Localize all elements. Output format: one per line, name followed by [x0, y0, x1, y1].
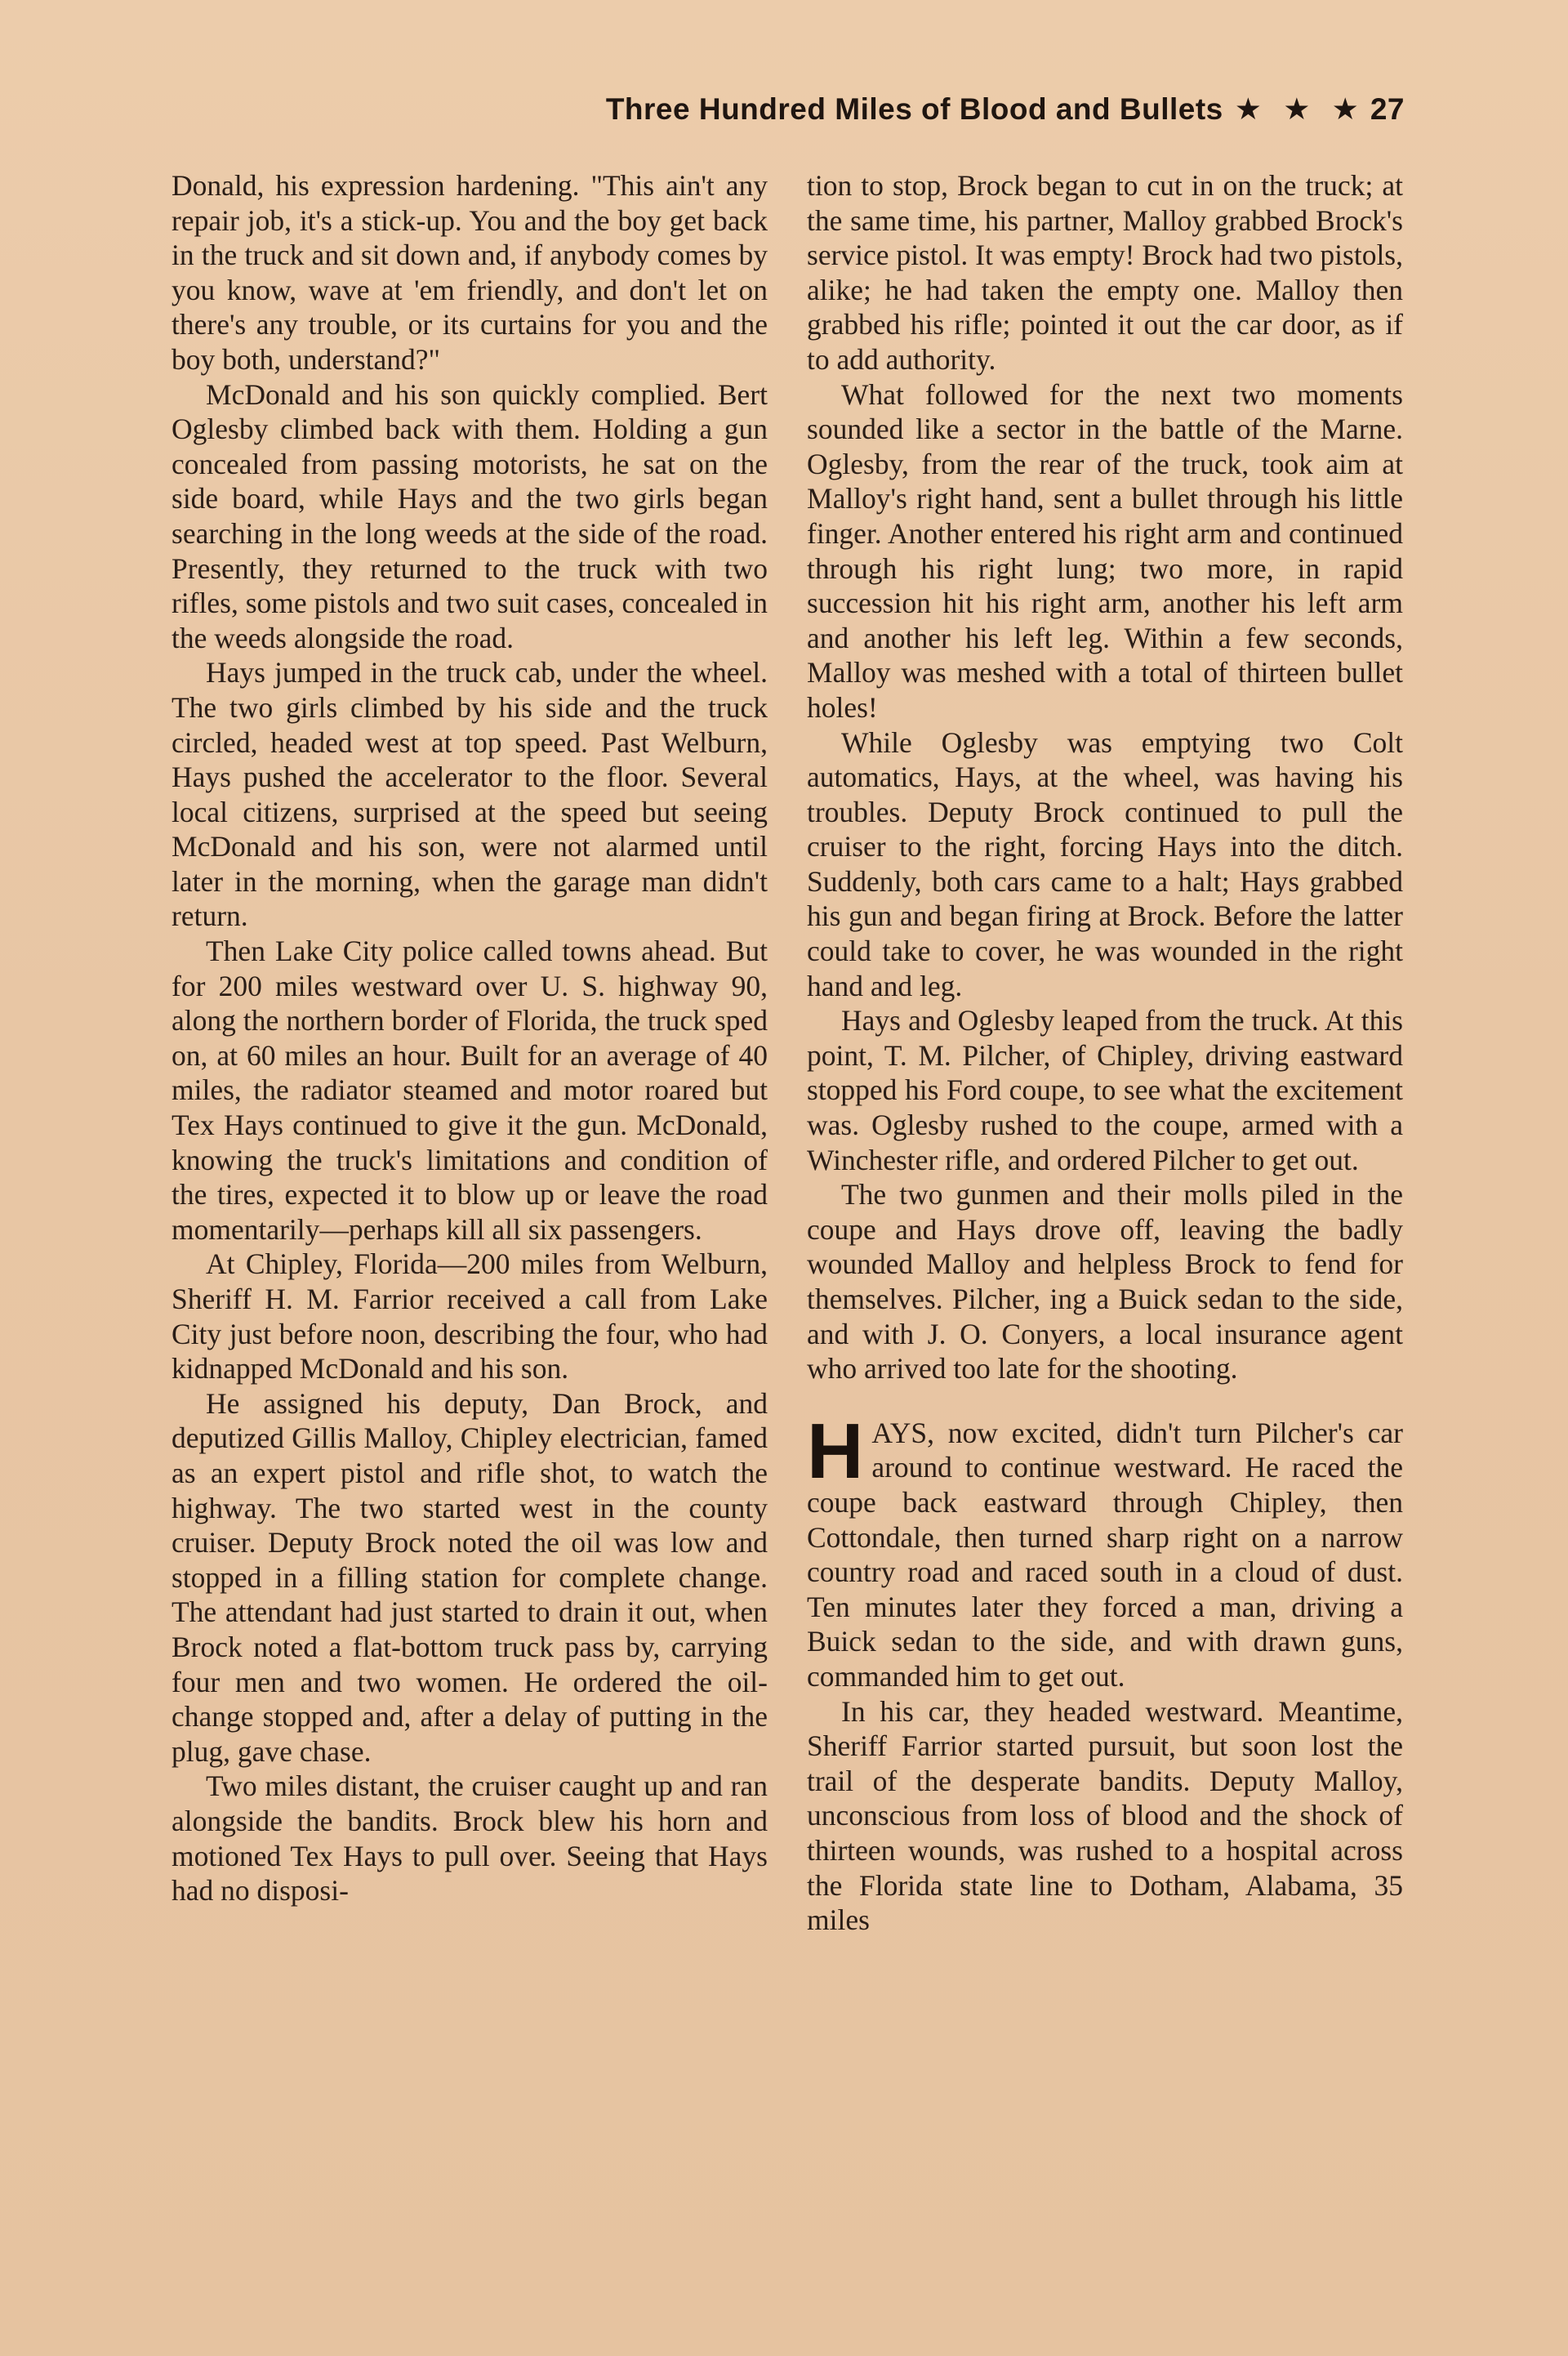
paragraph: Hays and Oglesby leaped from the truck. At this point, T. M. Pilcher, of Chipley, driving eastward stopped his Ford coupe, to see what the excitement was. Oglesby rushed to the coupe, armed with a Winchester rifle, and ordered Pilcher to get out.	[807, 1004, 1403, 1176]
header-title: Three Hundred Miles of Blood and Bullets	[605, 92, 1223, 126]
paragraph: What followed for the next two moments sounded like a sector in the battle of the Marne. Oglesby, from the rear of the truck, took aim at Malloy's right hand, sent a bullet through his little finger. Another entered his right arm and continued through his right lung; two more, in rapid succession hit his right arm, another his left arm and another his left leg. Within a few seconds, Malloy was meshed with a total of thirteen bullet holes!	[807, 377, 1403, 724]
paragraph: In his car, they headed westward. Meantime, Sheriff Farrior started pursuit, but soon lost the trail of the desperate bandits. Deputy Malloy, unconscious from loss of blood and the shock of thirteen wounds, was rushed to a hospital across the Florida state line to Dotham, Alabama, 35 miles	[807, 1694, 1403, 1937]
running-header	[523, 91, 1405, 127]
left-column	[172, 168, 768, 1908]
drop-cap: H	[807, 1407, 864, 1495]
paragraph: At Chipley, Florida—200 miles from Welburn, Sheriff H. M. Farrior received a call from Lake City just before noon, describing the four, who had kidnapped McDonald and his son.	[172, 1247, 768, 1385]
right-column	[807, 168, 1403, 1938]
paragraph: The two gunmen and their molls piled in the coupe and Hays drove off, leaving the badly wounded Malloy and helpless Brock to fend for themselves. Pilcher, ing a Buick sedan to the side, and with J. O. Conyers, a local insurance agent who arrived too late for the shooting.	[807, 1178, 1403, 1385]
paragraph: Hays jumped in the truck cab, under the wheel. The two girls climbed by his side and the truck circled, headed west at top speed. Past Welburn, Hays pushed the accelerator to the floor. Several local citizens, surprised at the speed but seeing McDonald and his son, were not alarmed until later in the morning, when the garage man didn't return.	[172, 656, 768, 933]
paragraph: While Oglesby was emptying two Colt automatics, Hays, at the wheel, was having his troubles. Deputy Brock continued to pull the cruiser to the right, forcing Hays into the ditch. Suddenly, both cars came to a halt; Hays grabbed his gun and began firing at Brock. Before the latter could take to cover, he was wounded in the right hand and leg.	[807, 725, 1403, 1002]
paragraph: tion to stop, Brock began to cut in on the truck; at the same time, his partner, Malloy grabbed Brock's service pistol. It was empty! Brock had two pistols, alike; he had taken the empty one. Malloy then grabbed his rifle; pointed it out the car door, as if to add authority.	[807, 169, 1403, 376]
paragraph-text: AYS, now excited, didn't turn Pilcher's car around to continue westward. He raced the coupe back eastward through Chipley, then Cottondale, then turned sharp right on a narrow country road and raced south in a cloud of dust. Ten minutes later they forced a man, driving a Buick sedan to the side, and with drawn guns, commanded him to get out.	[807, 1416, 1403, 1693]
paragraph: Donald, his expression hardening. "This ain't any repair job, it's a stick-up. You and the boy get back in the truck and sit down and, if anybody comes by you know, wave at 'em friendly, and don't let on there's any trouble, or its curtains for you and the boy both, understand?"	[172, 169, 768, 376]
paragraph: McDonald and his son quickly complied. Bert Oglesby climbed back with them. Holding a gun concealed from passing motorists, he sat on the side board, while Hays and the two girls began searching in the long weeds at the side of the road. Presently, they returned to the truck with two rifles, some pistols and two suit cases, concealed in the weeds alongside the road.	[172, 377, 768, 654]
paragraph-with-dropcap	[807, 1407, 1403, 1694]
paragraph: He assigned his deputy, Dan Brock, and deputized Gillis Malloy, Chipley electrician, famed as an expert pistol and rifle shot, to watch the highway. The two started west in the county cruiser. Deputy Brock noted the oil was low and stopped in a filling station for complete change. The attendant had just started to drain it out, when Brock noted a flat-bottom truck pass by, carrying four men and two women. He ordered the oil-change stopped and, after a delay of putting in the plug, gave chase.	[172, 1386, 768, 1768]
header-stars: ★ ★ ★	[1234, 92, 1365, 126]
paragraph: Two miles distant, the cruiser caught up and ran alongside the bandits. Brock blew his horn and motioned Tex Hays to pull over. Seeing that Hays had no disposi-	[172, 1769, 768, 1908]
paragraph: Then Lake City police called towns ahead. But for 200 miles westward over U. S. highway 90, along the northern border of Florida, the truck sped on, at 60 miles an hour. Built for an average of 40 miles, the radiator steamed and motor roared but Tex Hays continued to give it the gun. McDonald, knowing the truck's limitations and condition of the tires, expected it to blow up or leave the road momentarily—perhaps kill all six passengers.	[172, 935, 768, 1246]
page-number: 27	[1370, 92, 1405, 126]
